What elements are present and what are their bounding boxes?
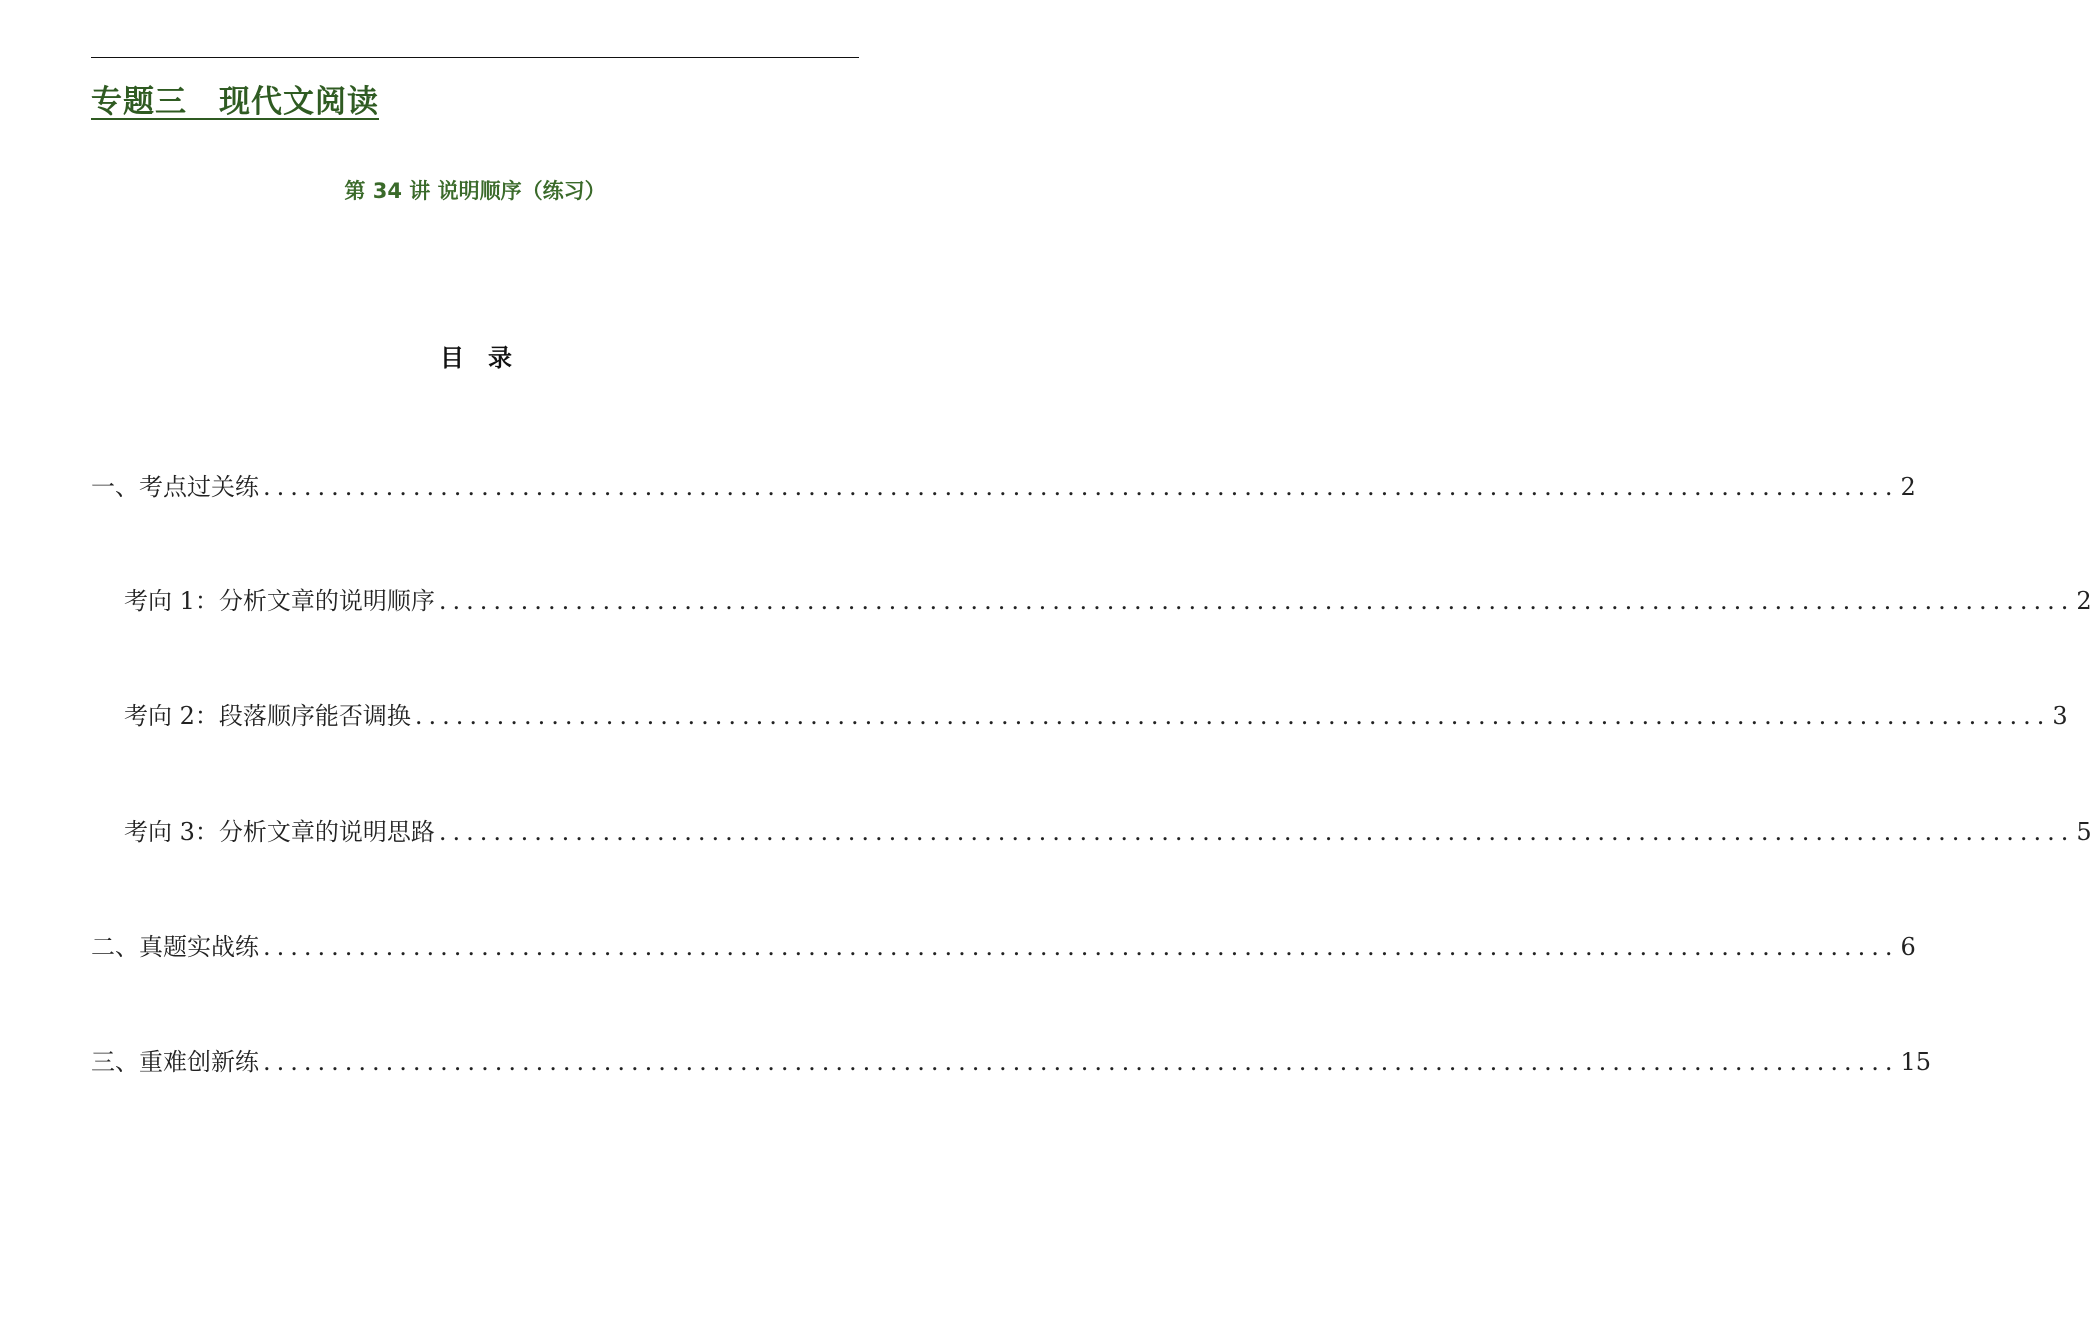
toc-entry-label: 考向 2：段落顺序能否调换 xyxy=(124,702,411,730)
lesson-title: 第 34 讲 说明顺序（练习） xyxy=(344,179,606,203)
toc-leader: ........................................................................................................................ xyxy=(263,933,1899,961)
toc-leader: ........................................................................................................................ xyxy=(414,702,2051,730)
toc-entry[interactable] xyxy=(91,1045,1932,1079)
toc-heading: 目 录 xyxy=(440,344,512,372)
toc-entry-label: 考向 3：分析文章的说明思路 xyxy=(124,818,435,846)
toc-entry[interactable] xyxy=(91,930,1916,964)
toc-entry-page: 2 xyxy=(2076,587,2092,615)
toc-entry[interactable] xyxy=(124,815,2092,849)
toc-entry-label: 考向 1：分析文章的说明顺序 xyxy=(124,587,435,615)
topic-title: 专题三 现代文阅读 xyxy=(91,84,379,120)
toc-entry-page: 2 xyxy=(1900,473,1916,501)
header-rule xyxy=(91,57,859,58)
toc-leader: ........................................................................................................................ xyxy=(438,818,2075,846)
toc-entry[interactable] xyxy=(91,470,1916,504)
toc-entry-label: 一、考点过关练 xyxy=(91,473,259,501)
toc-entry-label: 二、真题实战练 xyxy=(91,933,259,961)
toc-entry[interactable] xyxy=(124,584,2092,618)
toc-entry-page: 3 xyxy=(2052,702,2068,730)
toc-entry-page: 6 xyxy=(1900,933,1916,961)
toc-leader: ........................................................................................................................ xyxy=(438,587,2075,615)
toc-entry-label: 三、重难创新练 xyxy=(91,1048,259,1076)
toc-entry-page: 15 xyxy=(1900,1048,1932,1076)
toc-entry-page: 5 xyxy=(2076,818,2092,846)
toc-entry[interactable] xyxy=(124,699,2068,733)
toc-leader: ........................................................................................................................ xyxy=(263,1048,1899,1076)
toc-leader: ........................................................................................................................ xyxy=(263,473,1899,501)
